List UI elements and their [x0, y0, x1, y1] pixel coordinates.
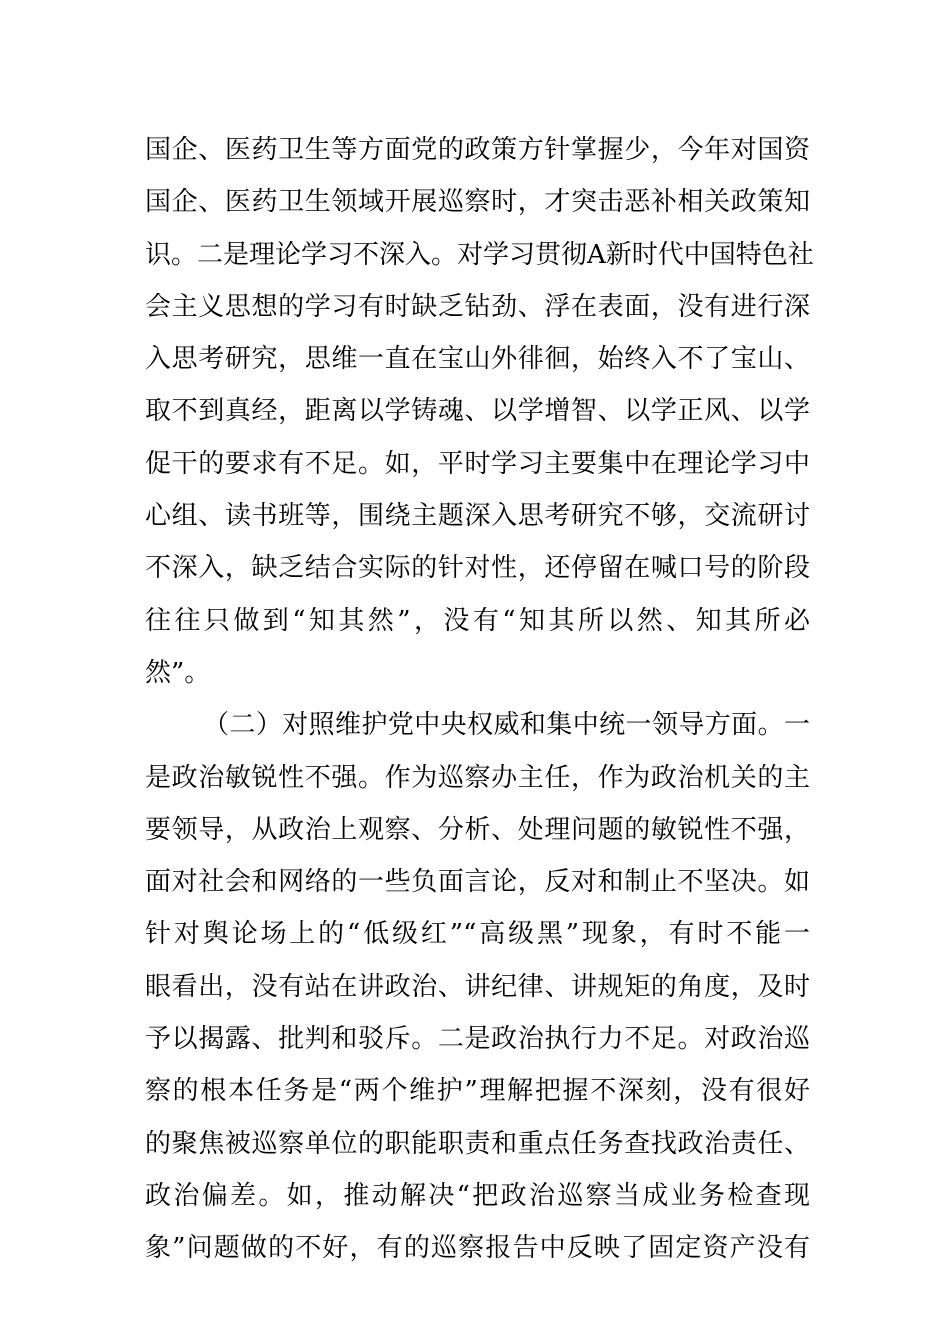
text-line: 针对舆论场上的“低级红”“高级黑”现象，有时不能一: [145, 919, 810, 950]
text-line: 是政治敏锐性不强。作为巡察办主任，作为政治机关的主: [145, 762, 810, 793]
paragraph-1: [145, 124, 814, 699]
text-line: 不深入，缺乏结合实际的针对性，还停留在喊口号的阶段: [145, 553, 810, 584]
text-line: 识。二是理论学习不深入。对学习贯彻A新时代中国特色社: [145, 239, 814, 270]
text-line: 象”问题做的不好，有的巡察报告中反映了固定资产没有: [145, 1233, 810, 1264]
text-line: 然”。: [145, 657, 211, 688]
text-line: 会主义思想的学习有时缺乏钻劲、浮在表面，没有进行深: [145, 291, 810, 322]
text-line: 的聚焦被巡察单位的职能职责和重点任务查找政治责任、: [145, 1128, 810, 1159]
section-heading-line: （二）对照维护党中央权威和集中统一领导方面。一: [203, 710, 810, 741]
text-line: 国企、医药卫生领域开展巡察时，才突击恶补相关政策知: [145, 187, 810, 218]
text-line: 政治偏差。如，推动解决“把政治巡察当成业务检查现: [145, 1180, 810, 1211]
paragraph-2: [145, 699, 810, 1274]
document-body: [145, 124, 814, 1275]
text-line: 要领导，从政治上观察、分析、处理问题的敏锐性不强，: [145, 814, 810, 845]
text-line: 促干的要求有不足。如，平时学习主要集中在理论学习中: [145, 448, 810, 479]
text-line: 入思考研究，思维一直在宝山外徘徊，始终入不了宝山、: [145, 344, 810, 375]
text-line: 国企、医药卫生等方面党的政策方针掌握少，今年对国资: [145, 135, 810, 165]
text-line: 予以揭露、批判和驳斥。二是政治执行力不足。对政治巡: [145, 1024, 810, 1055]
text-line: 取不到真经，距离以学铸魂、以学增智、以学正风、以学: [145, 396, 810, 427]
text-line: 往往只做到“知其然”，没有“知其所以然、知其所必: [145, 605, 810, 636]
text-line: 心组、读书班等，围绕主题深入思考研究不够，交流研讨: [145, 501, 810, 532]
text-line: 面对社会和网络的一些负面言论，反对和制止不坚决。如: [145, 867, 810, 898]
text-line: 察的根本任务是“两个维护”理解把握不深刻，没有很好: [145, 1076, 810, 1107]
text-line: 眼看出，没有站在讲政治、讲纪律、讲规矩的角度，及时: [145, 971, 810, 1002]
